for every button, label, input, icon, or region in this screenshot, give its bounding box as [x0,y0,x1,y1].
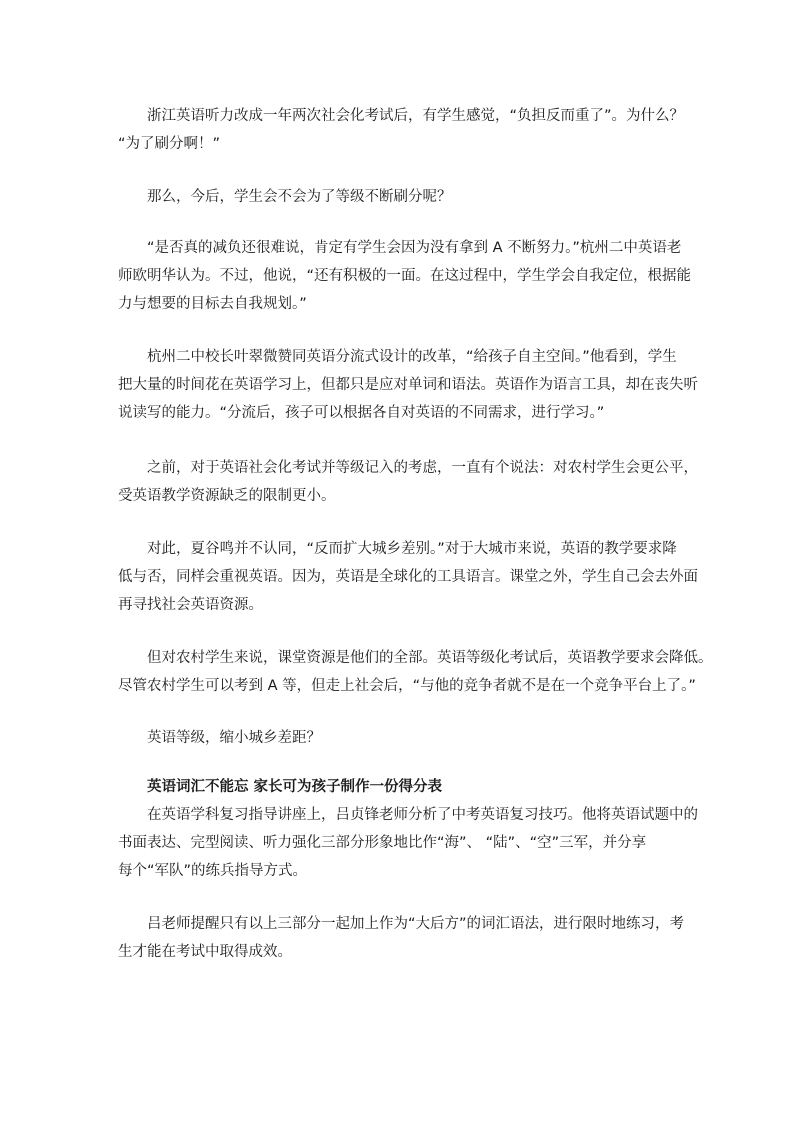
text-line: 受英语教学资源缺乏的限制更小。 [118,488,336,504]
text-line: 对此，夏谷鸣并不认同，“反而扩大城乡差别。”对于大城市来说，英语的教学要求降 [118,541,677,557]
text-line: 那么，今后，学生会不会为了等级不断刷分呢？ [118,189,452,205]
text-line: 低与否，同样会重视英语。因为，英语是全球化的工具语言。课堂之外，学生自己会去外面 [118,569,698,585]
text-line: 再寻找社会英语资源。 [118,597,263,613]
text-line: 力与想要的目标去自我规划。” [118,296,307,312]
text-line: 书面表达、完型阅读、听力强化三部分形象地比作“海”、 “陆”、“空”三军，并分享 [118,835,647,851]
text-line: 但对农村学生来说，课堂资源是他们的全部。英语等级化考试后，英语教学要求会降低。 [118,650,713,666]
text-line: 杭州二中校长叶翠微赞同英语分流式设计的改革，“给孩子自主空间。”他看到，学生 [118,349,677,365]
text-line: 尽管农村学生可以考到 A 等，但走上社会后，“与他的竞争者就不是在一个竞争平台上了。” [118,678,696,694]
paragraph-8 [118,724,698,752]
paragraph-6 [118,535,698,619]
paragraph-4 [118,343,698,427]
paragraph-10 [118,910,698,966]
text-line: 每个“军队”的练兵指导方式。 [118,863,308,879]
text-line: 生才能在考试中取得成效。 [118,944,292,960]
paragraph-7 [118,644,713,700]
text-line: 说读写的能力。“分流后，孩子可以根据各自对英语的不同需求，进行学习。” [118,405,605,421]
text-line: 在英语学科复习指导讲座上，吕贞锋老师分析了中考英语复习技巧。他将英语试题中的 [118,807,698,823]
text-line: 吕老师提醒只有以上三部分一起加上作为“大后方”的词汇语法，进行限时地练习，考 [118,916,685,932]
paragraph-3 [118,234,698,318]
paragraph-1 [118,102,698,158]
paragraph-9 [118,801,698,885]
section-heading [118,773,698,801]
text-line: 把大量的时间花在英语学习上，但都只是应对单词和语法。英语作为语言工具，却在丧失听 [118,377,698,393]
paragraph-2 [118,183,698,211]
paragraph-5 [118,454,698,510]
text-line: 之前，对于英语社会化考试并等级记入的考虑，一直有个说法：对农村学生会更公平， [118,460,698,476]
text-line: “为了刷分啊！” [118,136,221,152]
text-line: 师欧明华认为。不过，他说，“还有积极的一面。在这过程中，学生学会自我定位，根据能 [118,268,692,284]
text-line: “是否真的减负还很难说，肯定有学生会因为没有拿到 A 不断努力。”杭州二中英语老 [118,240,682,256]
text-line: 浙江英语听力改成一年两次社会化考试后，有学生感觉，“负担反而重了”。为什么？ [118,108,685,124]
section-heading-text: 英语词汇不能忘 家长可为孩子制作一份得分表 [118,779,443,795]
text-line: 英语等级，缩小城乡差距？ [118,730,321,746]
